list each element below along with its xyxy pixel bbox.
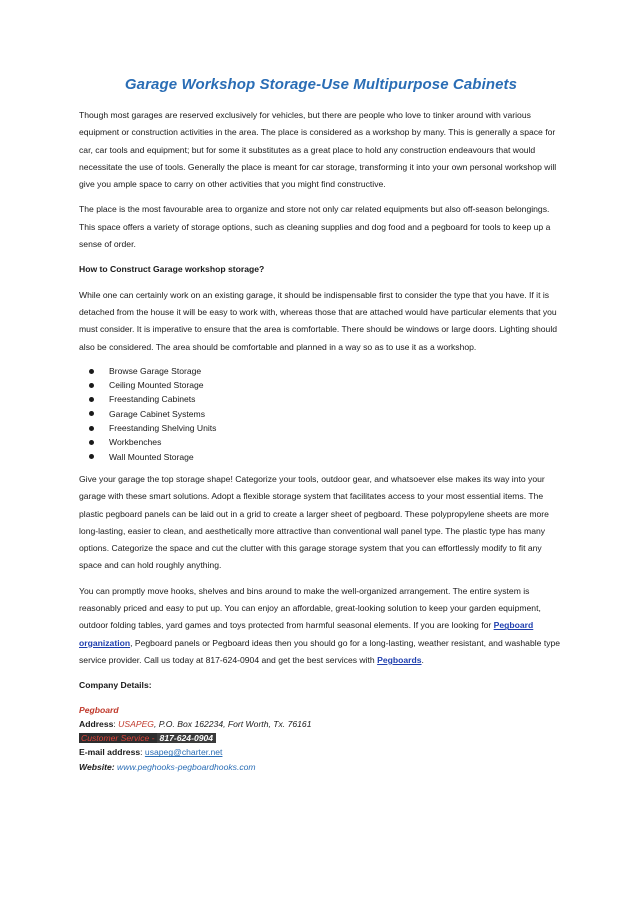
company-details-heading: Company Details:	[79, 680, 152, 691]
paragraph-construct: While one can certainly work on an existing garage, it should be indispensable first to consider the type that you have. If it is detached from the house it will be easy to work with, whereas those that are attached would have particular elements that you must consider. It is imperative to ensure that the area is comfortable. There should be windows or large doors. Lighting should also be considered. The area should be comfortable and planned in a way so as to use it as a workshop.	[79, 289, 558, 352]
company-email: E-mail address: usapeg@charter.net	[79, 747, 223, 758]
storage-options-list	[79, 364, 563, 464]
company-website: Website: www.peghooks-pegboardhooks.com	[79, 761, 256, 772]
paragraph-intro: Though most garages are reserved exclusively for vehicles, but there are people who love to tinker around with various equipment or construction activities in the area. The place is considered as a workshop by many. This is generally a space for car, car tools and equipment; but for some it substitutes as a great place to hold any construction endeavours that would necessitate the use of tools. Generally the place is meant for car storage, transforming it into your own personal workshop will give you ample space to carry on other activities that you might find constructive.	[79, 110, 557, 190]
pegboards-link[interactable]: Pegboards	[377, 654, 422, 665]
pegboard-organization-link[interactable]: Pegboard organization	[79, 620, 534, 648]
list-item: Freestanding Shelving Units	[89, 421, 563, 435]
list-item: Workbenches	[89, 435, 563, 449]
bullet-icon	[89, 397, 94, 402]
company-name: Pegboard	[79, 704, 119, 715]
customer-service: Customer Service - 817-624-0904	[79, 731, 563, 745]
document-title: Garage Workshop Storage-Use Multipurpose Cabinets	[124, 76, 518, 93]
list-item: Freestanding Cabinets	[89, 392, 563, 406]
customer-service-phone: 817-624-0904	[157, 733, 217, 743]
section-heading: How to Construct Garage workshop storage?	[79, 264, 265, 275]
bullet-icon	[89, 426, 94, 431]
bullet-icon	[89, 411, 94, 416]
company-address: Address: USAPEG, P.O. Box 162234, Fort Worth, Tx. 76161	[79, 718, 312, 729]
list-item: Ceiling Mounted Storage	[89, 378, 563, 392]
list-item: Wall Mounted Storage	[89, 450, 563, 464]
bullet-icon	[89, 440, 94, 445]
paragraph-storage-shape: Give your garage the top storage shape! Categorize your tools, outdoor gear, and whatsoever else makes its way into your garage with these smart solutions. Adopt a flexible storage system that facilitates access to your most essential items. The plastic pegboard panels can be laid out in a grid to create a larger sheet of pegboard. These polypropylene sheets are more long-lasting, easier to clean, and aesthetically more attractive than conventional wall panel type. The plastic type has many options. Categorize the space and cut the clutter with this garage storage system that you can effortlessly modify to fit any space and can hold roughly anything.	[79, 473, 549, 571]
bullet-icon	[89, 454, 94, 459]
document-page	[79, 76, 563, 774]
company-details	[79, 703, 563, 774]
paragraph-hooks: You can promptly move hooks, shelves and bins around to make the well-organized arrangement. The entire system is reasonably priced and easy to put up. You can enjoy an affordable, great-looking solution to keep your garden equipment, outdoor folding tables, yard games and toys protected from harmful seasonal elements. If you are looking for Pegboard organization, Pegboard panels or Pegboard ideas then you should go for a long-lasting, weather resistant, and washable type service provider. Call us today at 817-624-0904 and get the best services with Pegboards.	[79, 585, 561, 665]
email-link[interactable]: usapeg@charter.net	[144, 747, 223, 758]
paragraph-storage-area: The place is the most favourable area to organize and store not only car related equipments but also off-season belongings. This space offers a variety of storage options, such as cleaning supplies and dog food and a pegboard for tools to keep up a sense of order.	[79, 204, 551, 250]
list-item: Garage Cabinet Systems	[89, 407, 563, 421]
website-link[interactable]: www.peghooks-pegboardhooks.com	[114, 761, 256, 772]
bullet-icon	[89, 383, 94, 388]
list-item: Browse Garage Storage	[89, 364, 563, 378]
bullet-icon	[89, 369, 94, 374]
